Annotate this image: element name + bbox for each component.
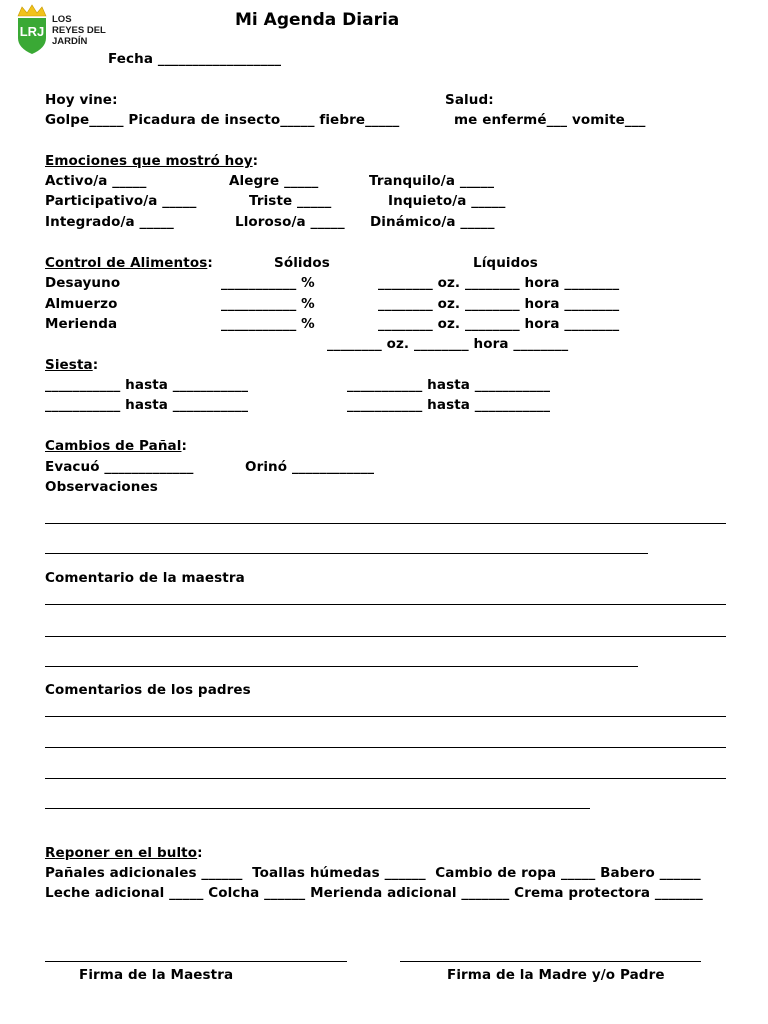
observaciones-line-1[interactable] (45, 523, 726, 524)
panal-heading-text: Cambios de Pañal (45, 438, 182, 454)
reponer-line-2[interactable]: Leche adicional _____ Colcha ______ Merienda adicional _______ Crema protectora _______ (45, 885, 703, 901)
brand-name (52, 14, 106, 47)
siesta-field-3[interactable]: ___________ hasta ___________ (45, 397, 249, 413)
observaciones-line-2[interactable] (45, 553, 648, 554)
maestra-line-1[interactable] (45, 604, 726, 605)
siesta-field-4[interactable]: ___________ hasta ___________ (347, 397, 551, 413)
firma-padres-label: Firma de la Madre y/o Padre (447, 967, 665, 983)
padres-line-4[interactable] (45, 808, 590, 809)
siesta-heading (45, 357, 98, 373)
emocion-triste[interactable]: Triste _____ (249, 193, 332, 209)
hoy-vine-fields[interactable]: Golpe_____ Picadura de insecto_____ fiebre_____ (45, 112, 400, 128)
emociones-heading-colon: : (252, 153, 259, 169)
emocion-tranquilo[interactable]: Tranquilo/a _____ (369, 173, 495, 189)
fecha-field[interactable]: Fecha __________________ (108, 51, 282, 67)
alimentos-heading (45, 255, 213, 271)
brand-name-line3: JARDÍN (52, 36, 88, 47)
emociones-heading-text: Emociones que mostró hoy (45, 153, 253, 169)
meal-almuerzo: Almuerzo (45, 296, 118, 312)
salud-label: Salud: (445, 92, 494, 108)
salud-fields[interactable]: me enfermé___ vomite___ (454, 112, 646, 128)
padres-line-1[interactable] (45, 716, 726, 717)
reponer-heading-colon: : (197, 845, 203, 861)
merienda-liquid-field[interactable]: ________ oz. ________ hora ________ (378, 316, 620, 332)
siesta-field-1[interactable]: ___________ hasta ___________ (45, 377, 249, 393)
siesta-heading-colon: : (92, 357, 99, 373)
meal-merienda: Merienda (45, 316, 118, 332)
almuerzo-liquid-field[interactable]: ________ oz. ________ hora ________ (378, 296, 620, 312)
alimentos-heading-colon: : (207, 255, 213, 271)
desayuno-liquid-field[interactable]: ________ oz. ________ hora ________ (378, 275, 620, 291)
padres-line-3[interactable] (45, 778, 726, 779)
comentario-maestra-label: Comentario de la maestra (45, 570, 245, 586)
observaciones-label: Observaciones (45, 479, 158, 495)
padres-line-2[interactable] (45, 747, 726, 748)
evacuo-field[interactable]: Evacuó _____________ (45, 459, 194, 475)
panal-heading-colon: : (181, 438, 187, 454)
emocion-alegre[interactable]: Alegre _____ (229, 173, 319, 189)
page-title: Mi Agenda Diaria (235, 10, 400, 30)
panal-heading (45, 438, 187, 454)
comentarios-padres-label: Comentarios de los padres (45, 682, 251, 698)
maestra-line-2[interactable] (45, 636, 726, 637)
brand-name-line1: LOS (52, 14, 72, 25)
reponer-heading-text: Reponer en el bulto (45, 845, 198, 861)
firma-maestra-line[interactable] (45, 961, 347, 962)
siesta-field-2[interactable]: ___________ hasta ___________ (347, 377, 551, 393)
hoy-vine-label: Hoy vine: (45, 92, 118, 108)
logo-monogram: LRJ (19, 24, 45, 39)
brand-name-line2: REYES DEL (52, 25, 106, 36)
firma-padres-line[interactable] (400, 961, 701, 962)
alimentos-heading-text: Control de Alimentos (45, 255, 208, 271)
extra-liquid-field[interactable]: ________ oz. ________ hora ________ (327, 336, 569, 352)
emocion-lloroso[interactable]: Lloroso/a _____ (235, 214, 345, 230)
emocion-activo[interactable]: Activo/a _____ (45, 173, 147, 189)
almuerzo-solid-field[interactable]: ___________ % (221, 296, 315, 312)
emocion-participativo[interactable]: Participativo/a _____ (45, 193, 197, 209)
reponer-heading (45, 845, 203, 861)
reponer-line-1[interactable]: Pañales adicionales ______ Toallas húmedas ______ Cambio de ropa _____ Babero ______ (45, 865, 701, 881)
emocion-dinamico[interactable]: Dinámico/a _____ (370, 214, 495, 230)
siesta-heading-text: Siesta (45, 357, 93, 373)
desayuno-solid-field[interactable]: ___________ % (221, 275, 315, 291)
liquidos-header: Líquidos (473, 255, 538, 271)
maestra-line-3[interactable] (45, 666, 638, 667)
meal-desayuno: Desayuno (45, 275, 121, 291)
crown-icon (18, 5, 46, 16)
emocion-integrado[interactable]: Integrado/a _____ (45, 214, 174, 230)
emocion-inquieto[interactable]: Inquieto/a _____ (388, 193, 506, 209)
orino-field[interactable]: Orinó ____________ (245, 459, 375, 475)
firma-maestra-label: Firma de la Maestra (79, 967, 234, 983)
merienda-solid-field[interactable]: ___________ % (221, 316, 315, 332)
solidos-header: Sólidos (274, 255, 330, 271)
emociones-heading (45, 153, 258, 169)
